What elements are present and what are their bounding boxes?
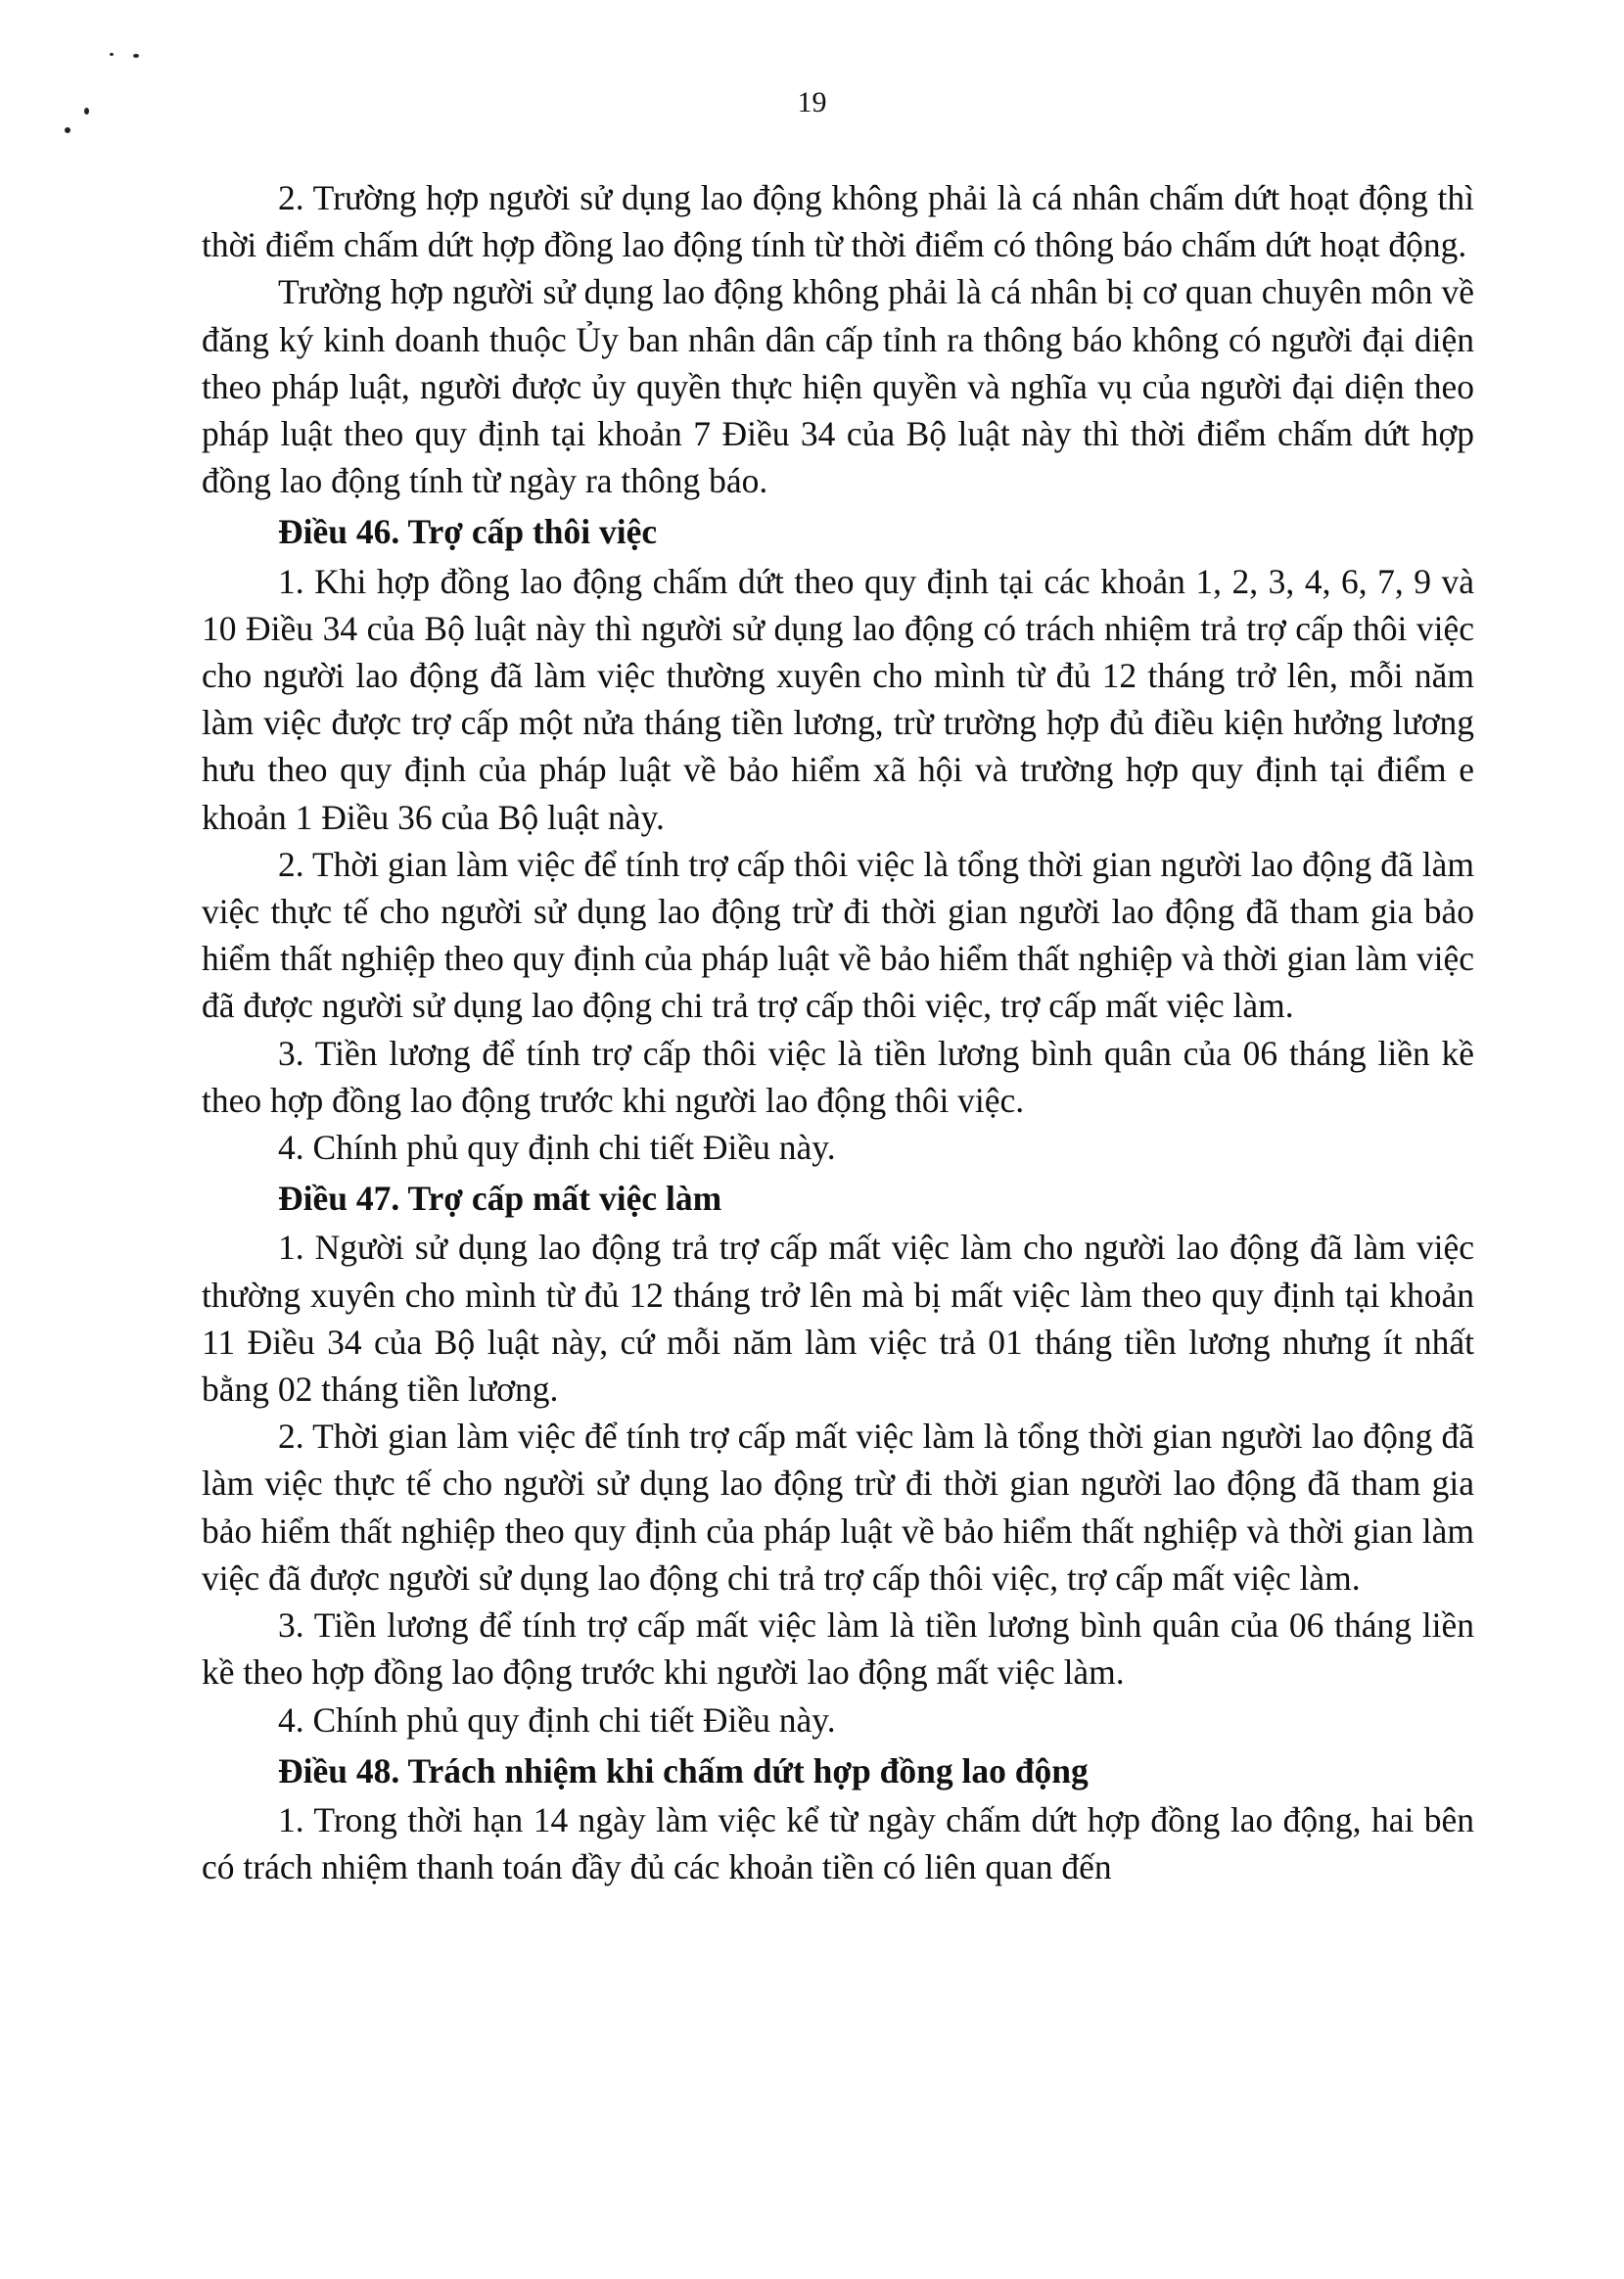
art47-clause-2: 2. Thời gian làm việc để tính trợ cấp mất việc làm là tổng thời gian người lao động đã làm việc thực tế cho người sử dụng lao động trừ đi thời gian người lao động đã tham gia bảo hiểm thất nghiệp theo quy định của pháp luật về bảo hiểm thất nghiệp và thời gian làm việc đã được người sử dụng lao động chi trả trợ cấp thôi việc, trợ cấp mất việc làm. (202, 1417, 1474, 1598)
art45-clause-2-continuation: Trường hợp người sử dụng lao động không phải là cá nhân bị cơ quan chuyên môn về đăng ký kinh doanh thuộc Ủy ban nhân dân cấp tỉnh ra thông báo không có người đại diện theo pháp luật, người được ủy quyền thực hiện quyền và nghĩa vụ của người đại diện theo pháp luật theo quy định tại khoản 7 Điều 34 của Bộ luật này thì thời điểm chấm dứt hợp đồng lao động tính từ ngày ra thông báo. (202, 272, 1474, 501)
scan-speck (110, 53, 114, 56)
page-number: 19 (797, 86, 827, 118)
scan-speck (65, 127, 70, 133)
art47-clause-4: 4. Chính phủ quy định chi tiết Điều này. (278, 1699, 836, 1740)
article-46-heading: Điều 46. Trợ cấp thôi việc (278, 512, 658, 552)
art47-clause-3: 3. Tiền lương để tính trợ cấp mất việc làm là tiền lương bình quân của 06 tháng liền kề theo hợp đồng lao động trước khi người lao động mất việc làm. (202, 1605, 1474, 1693)
document-body (202, 174, 1474, 1890)
art45-clause-2: 2. Trường hợp người sử dụng lao động không phải là cá nhân chấm dứt hoạt động thì thời điểm chấm dứt hợp đồng lao động tính từ thời điểm có thông báo chấm dứt hoạt động. (202, 178, 1474, 265)
article-47-heading: Điều 47. Trợ cấp mất việc làm (278, 1179, 722, 1219)
art48-clause-1: 1. Trong thời hạn 14 ngày làm việc kể từ ngày chấm dứt hợp đồng lao động, hai bên có trách nhiệm thanh toán đầy đủ các khoản tiền có liên quan đến (202, 1799, 1474, 1887)
art46-clause-3: 3. Tiền lương để tính trợ cấp thôi việc là tiền lương bình quân của 06 tháng liền kề theo hợp đồng lao động trước khi người lao động thôi việc. (202, 1033, 1474, 1120)
scan-speck (133, 54, 139, 58)
art46-clause-4: 4. Chính phủ quy định chi tiết Điều này. (278, 1128, 836, 1168)
article-48-heading: Điều 48. Trách nhiệm khi chấm dứt hợp đồng lao động (278, 1750, 1089, 1791)
art46-clause-1: 1. Khi hợp đồng lao động chấm dứt theo quy định tại các khoản 1, 2, 3, 4, 6, 7, 9 và 10 Điều 34 của Bộ luật này thì người sử dụng lao động có trách nhiệm trả trợ cấp thôi việc cho người lao động đã làm việc thường xuyên cho mình từ đủ 12 tháng trở lên, mỗi năm làm việc được trợ cấp một nửa tháng tiền lương, trừ trường hợp đủ điều kiện hưởng lương hưu theo quy định của pháp luật về bảo hiểm xã hội và trường hợp quy định tại điểm e khoản 1 Điều 36 của Bộ luật này. (202, 561, 1474, 837)
art46-clause-2: 2. Thời gian làm việc để tính trợ cấp thôi việc là tổng thời gian người lao động đã làm việc thực tế cho người sử dụng lao động trừ đi thời gian người lao động đã tham gia bảo hiểm thất nghiệp theo quy định của pháp luật về bảo hiểm thất nghiệp và thời gian làm việc đã được người sử dụng lao động chi trả trợ cấp thôi việc, trợ cấp mất việc làm. (202, 844, 1474, 1026)
art47-clause-1: 1. Người sử dụng lao động trả trợ cấp mất việc làm cho người lao động đã làm việc thường xuyên cho mình từ đủ 12 tháng trở lên mà bị mất việc làm theo quy định tại khoản 11 Điều 34 của Bộ luật này, cứ mỗi năm làm việc trả 01 tháng tiền lương nhưng ít nhất bằng 02 tháng tiền lương. (202, 1228, 1474, 1410)
